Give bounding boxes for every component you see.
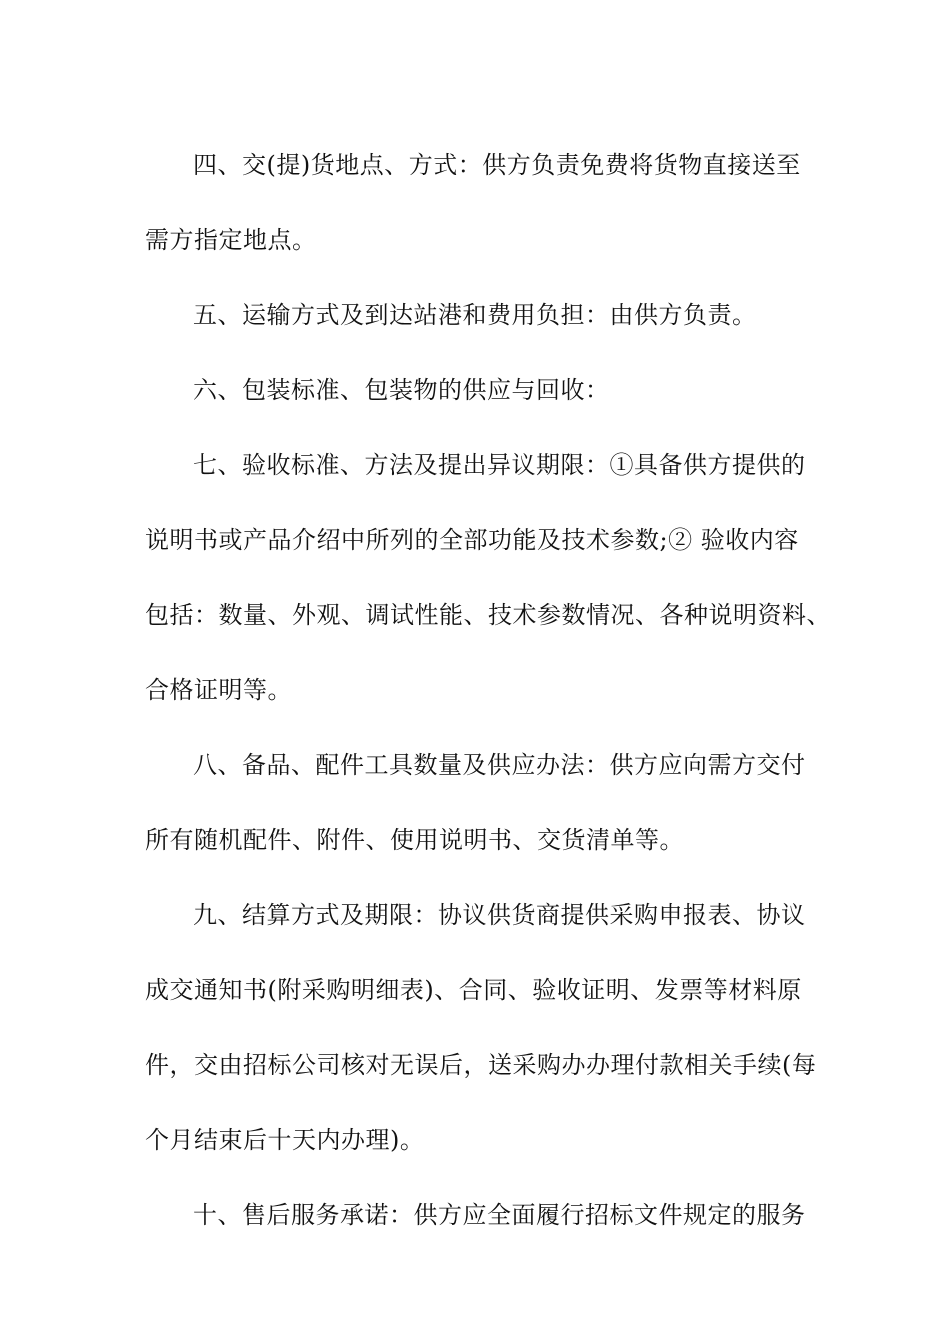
paragraph-8-line-1: 八、备品、配件工具数量及供应办法：供方应向需方交付 [193, 751, 806, 779]
paragraph-10-line-1: 十、售后服务承诺：供方应全面履行招标文件规定的服务 [193, 1201, 806, 1229]
paragraph-7-line-1: 七、验收标准、方法及提出异议期限：①具备供方提供的 [193, 451, 806, 479]
paragraph-9-line-1: 九、结算方式及期限：协议供货商提供采购申报表、协议 [193, 901, 806, 929]
paragraph-4-line-2: 需方指定地点。 [145, 226, 317, 254]
paragraph-7-line-3: 包括：数量、外观、调试性能、技术参数情况、各种说明资料、 [145, 601, 831, 629]
paragraph-8-line-2: 所有随机配件、附件、使用说明书、交货清单等。 [145, 826, 684, 854]
paragraph-7-line-2: 说明书或产品介绍中所列的全部功能及技术参数;② 验收内容 [145, 526, 799, 554]
paragraph-6-line-1: 六、包装标准、包装物的供应与回收： [193, 376, 610, 404]
paragraph-7-line-4: 合格证明等。 [145, 676, 292, 704]
paragraph-4-line-1: 四、交(提)货地点、方式：供方负责免费将货物直接送至 [193, 151, 801, 179]
paragraph-5-line-1: 五、运输方式及到达站港和费用负担：由供方负责。 [193, 301, 757, 329]
paragraph-9-line-4: 个月结束后十天内办理)。 [145, 1126, 425, 1154]
paragraph-9-line-2: 成交通知书(附采购明细表)、合同、验收证明、发票等材料原 [145, 976, 802, 1004]
paragraph-9-line-3: 件，交由招标公司核对无误后，送采购办办理付款相关手续(每 [145, 1051, 817, 1079]
document-body [145, 128, 831, 1253]
